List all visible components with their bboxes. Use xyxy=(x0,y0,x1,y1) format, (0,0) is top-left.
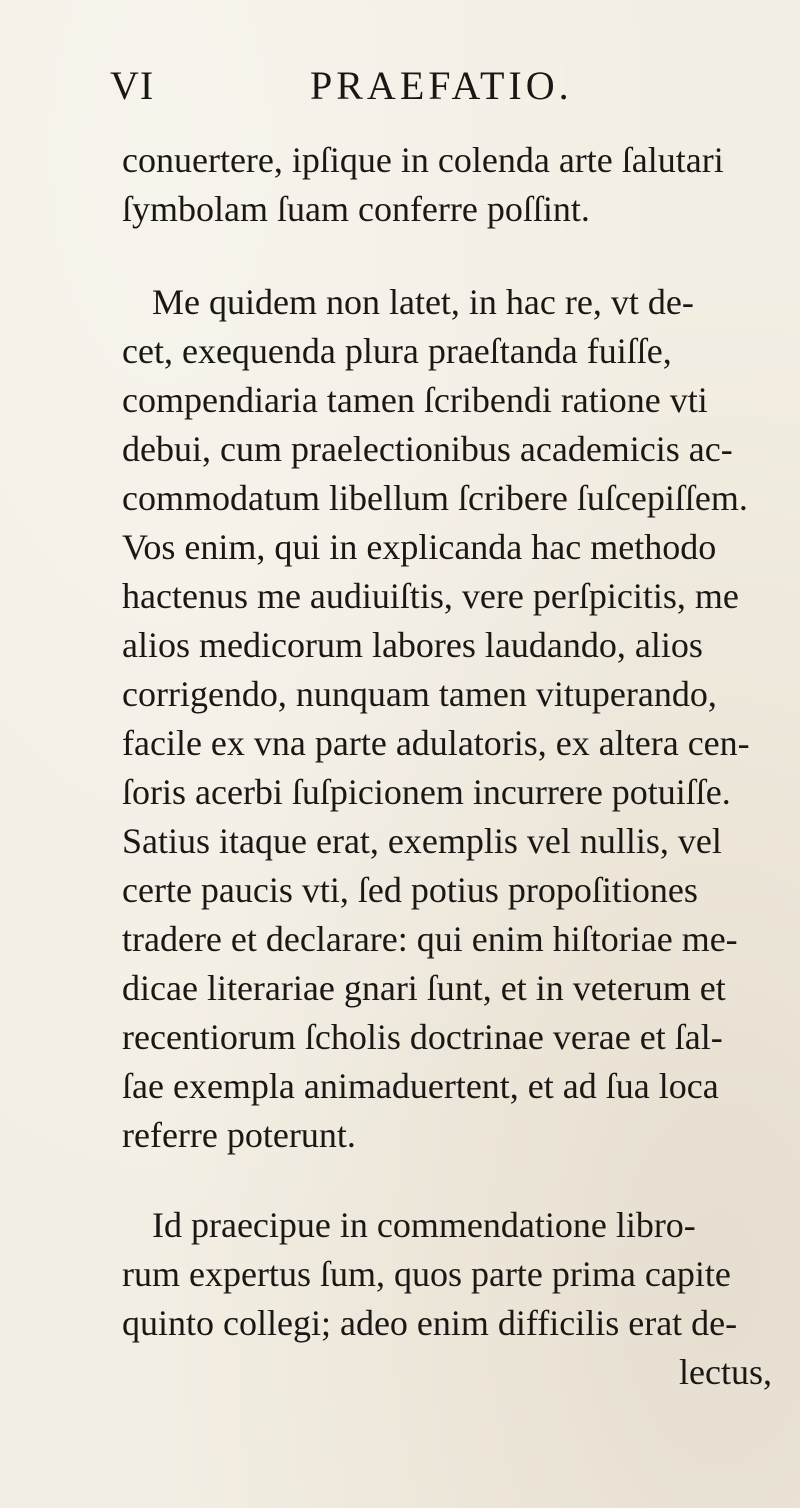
paragraph-1 xyxy=(122,136,790,234)
text-line: Me quidem non latet, in hac re, vt de- xyxy=(152,282,694,322)
text-line: alios medicorum labores laudando, alios xyxy=(122,625,703,665)
body-text xyxy=(122,136,790,1397)
text-line: quinto collegi; adeo enim difficilis erat de- xyxy=(122,1303,738,1343)
text-line: rum expertus ſum, quos parte prima capite xyxy=(122,1254,731,1294)
text-line: compendiaria tamen ſcribendi ratione vti xyxy=(122,380,708,420)
paragraph-3 xyxy=(122,1201,790,1348)
text-line: certe paucis vti, ſed potius propoſitiones xyxy=(122,870,698,910)
paragraph-2 xyxy=(122,278,790,1160)
text-line: cet, exequenda plura praeſtanda fuiſſe, xyxy=(122,331,672,371)
text-line: hactenus me audiuiſtis, vere perſpicitis, me xyxy=(122,576,739,616)
text-line: ſoris acerbi ſuſpicionem incurrere potuiſſe. xyxy=(122,772,731,812)
text-line: dicae literariae gnari ſunt, et in veterum et xyxy=(122,968,726,1008)
page-number: VI xyxy=(110,63,155,108)
paragraph-gap xyxy=(122,234,790,278)
page-header xyxy=(0,62,800,112)
text-line: tradere et declarare: qui enim hiſtoriae me- xyxy=(122,919,738,959)
running-title: PRAEFATIO. xyxy=(310,63,573,108)
text-line: corrigendo, nunquam tamen vituperando, xyxy=(122,674,717,714)
text-line: recentiorum ſcholis doctrinae verae et ſal- xyxy=(122,1017,723,1057)
paragraph-gap xyxy=(122,1160,790,1201)
text-line: commodatum libellum ſcribere ſuſcepiſſem. xyxy=(122,478,748,518)
catchword: lectus, xyxy=(679,1352,772,1392)
text-line: Satius itaque erat, exemplis vel nullis, vel xyxy=(122,821,722,861)
text-line: Id praecipue in commendatione libro- xyxy=(152,1205,696,1245)
text-line: conuertere, ipſique in colenda arte ſalutari xyxy=(122,140,724,180)
text-line: facile ex vna parte adulatoris, ex altera cen- xyxy=(122,723,750,763)
text-line: referre poterunt. xyxy=(122,1115,356,1155)
text-line: debui, cum praelectionibus academicis ac- xyxy=(122,429,733,469)
text-line: ſymbolam ſuam conferre poſſint. xyxy=(122,189,590,229)
text-line: Vos enim, qui in explicanda hac methodo xyxy=(122,527,717,567)
text-line: ſae exempla animaduertent, et ad ſua loca xyxy=(122,1066,719,1106)
